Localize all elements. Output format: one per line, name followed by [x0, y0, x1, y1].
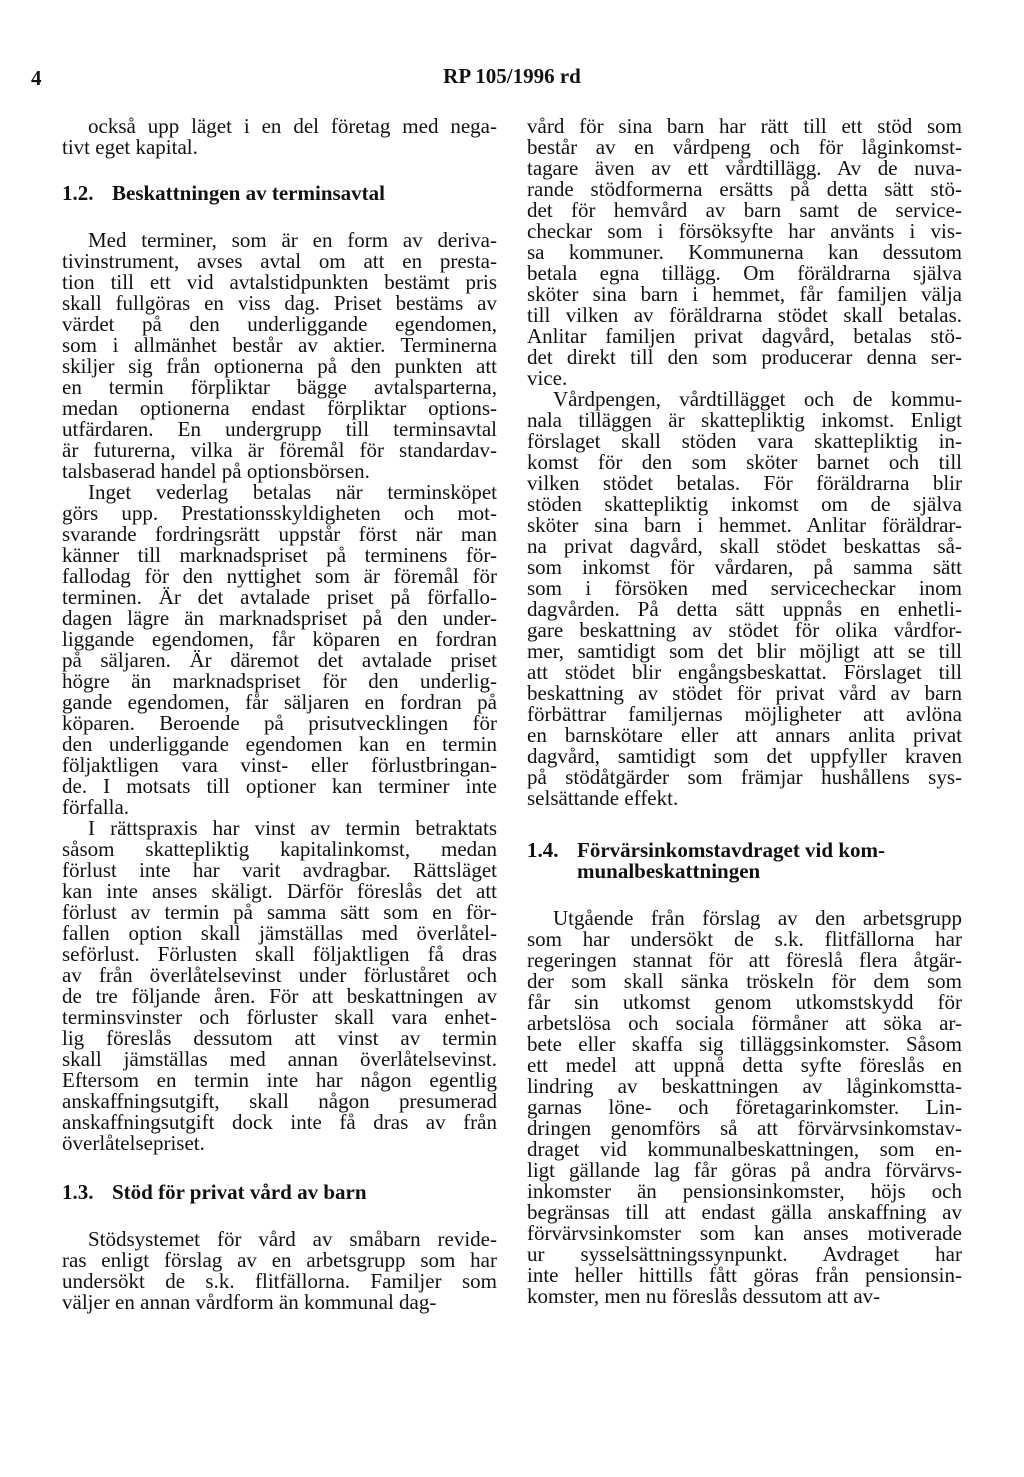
text-line: mer, samtidigt som det blir möjligt att se till	[527, 639, 962, 663]
text-line: Vårdpengen, vårdtillägget och de kommu-	[553, 387, 962, 411]
text-line: av från överlåtelsevinst under förluståret och	[62, 963, 497, 987]
text-line: svarande fordringsrätt uppstår först när man	[62, 522, 497, 546]
text-line: checkar som i försöksyfte har använts i vis-	[527, 219, 962, 243]
text-line: högre än marknadspriset för den underlig-	[62, 669, 497, 693]
text-line: får sin utkomst genom utkomstskydd för	[527, 990, 962, 1014]
text-line: garnas löne- och företagarinkomster. Lin-	[527, 1095, 962, 1119]
text-line: skall jämställas med annan överlåtelsevinst.	[62, 1047, 497, 1071]
section-1-4-heading	[527, 840, 962, 882]
text-line: Inget vederlag betalas när terminsköpet	[88, 480, 497, 504]
text-line: de. I motsats till optioner kan terminer inte	[62, 774, 497, 798]
text-line: stöden skattepliktig inkomst om de själva	[527, 492, 962, 516]
text-line: gare beskattning av stödet för olika vårdfor-	[527, 618, 962, 642]
text-line: tagare även av ett vårdtillägg. Av de nuva-	[527, 156, 962, 180]
text-line: Anlitar familjen privat dagvård, betalas stö-	[527, 324, 962, 348]
text-line: beskattning av stödet för privat vård av barn	[527, 681, 962, 705]
text-line: att stödet blir engångsbeskattat. Förslaget till	[527, 660, 962, 684]
text-line: känner till marknadspriset på terminens för-	[62, 543, 497, 567]
text-line: vilken stödet betalas. För föräldrarna blir	[527, 471, 962, 495]
text-line: följaktligen vara vinst- eller förlustbringan-	[62, 753, 497, 777]
text-line: Med terminer, som är en form av deriva-	[88, 228, 497, 252]
text-line: kan inte anses skäligt. Därför föreslås det att	[62, 879, 497, 903]
text-line: överlåtelsepriset.	[62, 1131, 205, 1155]
text-line: begränsas till att endast gälla anskaffning av	[527, 1200, 962, 1224]
section-1-2-number: 1.2.	[62, 181, 94, 205]
page-number: 4	[31, 66, 42, 90]
text-line: fallodag för den nyttighet som är föremål för	[62, 564, 497, 588]
text-line: selsättande effekt.	[527, 786, 679, 810]
running-head: RP 105/1996 rd	[443, 64, 581, 88]
text-line: Stödsystemet för vård av småbarn revide-	[88, 1227, 497, 1251]
section-1-2-paragraph-3	[62, 818, 497, 1154]
text-line: det direkt till den som producerar denna ser-	[527, 345, 962, 369]
text-line: nala tilläggen är skattepliktig inkomst. Enligt	[527, 408, 962, 432]
text-line: arbetslösa och sociala förmåner att söka ar-	[527, 1011, 962, 1035]
section-1-3-continuation	[527, 116, 962, 389]
text-line: den underliggande egendomen kan en termin	[62, 732, 497, 756]
text-line: medan optionerna endast förpliktar options-	[62, 396, 497, 420]
text-line: väljer en annan vårdform än kommunal dag-	[62, 1290, 437, 1314]
text-line: ett medel att uppnå detta syfte föreslås en	[527, 1053, 962, 1077]
text-line: sa kommuner. Kommunerna kan dessutom	[527, 240, 962, 264]
section-1-4-paragraph-1	[527, 908, 962, 1307]
text-line: betala egna tillägg. Om föräldrarna själva	[527, 261, 962, 285]
text-line: består av en vårdpeng och för låginkomst-	[527, 135, 962, 159]
text-line: lig föreslås dessutom att vinst av termin	[62, 1026, 497, 1050]
text-line: förvärvsinkomster som kan anses motiverade	[527, 1221, 962, 1245]
text-line: gande egendomen, får säljaren en fordran på	[62, 690, 497, 714]
text-line: anskaffningsutgift, skall någon presumerad	[62, 1089, 497, 1113]
text-line: dagvården. På detta sätt uppnås en enhetli-	[527, 597, 962, 621]
text-line: dringen genomförs så att förvärvsinkomstav-	[527, 1116, 962, 1140]
text-line: skall fullgöras en viss dag. Priset bestäms av	[62, 291, 497, 315]
section-1-2-paragraph-2	[62, 482, 497, 818]
text-line: på stödåtgärder som främjar hushållens sys-	[527, 765, 962, 789]
text-line: förlust av termin på samma sätt som en för-	[62, 900, 497, 924]
text-line: en termin förpliktar bägge avtalsparterna,	[62, 375, 497, 399]
text-line: munalbeskattningen	[577, 859, 761, 883]
section-1-4-number: 1.4.	[527, 838, 559, 862]
text-line: seförlust. Förlusten skall följaktligen få dras	[62, 942, 497, 966]
section-1-3-heading	[62, 1182, 497, 1203]
text-line: de tre följande åren. För att beskattningen av	[62, 984, 497, 1008]
text-line: vård för sina barn har rätt till ett stöd som	[527, 114, 962, 138]
text-line: också upp läget i en del företag med nega-	[88, 114, 497, 138]
text-line: det för hemvård av barn samt de service-	[527, 198, 962, 222]
text-line: till vilken av föräldrarna stödet skall betalas.	[527, 303, 962, 327]
right-column	[527, 116, 962, 1307]
text-line: ras enligt förslag av en arbetsgrupp som har	[62, 1248, 497, 1272]
text-line: regeringen stannat för att föreslå flera åtgär-	[527, 948, 962, 972]
text-line: som har undersökt de s.k. flitfällorna har	[527, 927, 962, 951]
text-line: draget vid kommunalbeskattningen, som en-	[527, 1137, 962, 1161]
text-line: lindring av beskattningen av låginkomstta-	[527, 1074, 962, 1098]
section-1-3-paragraph-1	[62, 1229, 497, 1313]
text-line: bete eller skaffa sig tilläggsinkomster. Såsom	[527, 1032, 962, 1056]
text-line: Förvärsinkomstavdraget vid kom-	[577, 838, 885, 862]
text-line: komster, men nu föreslås dessutom att av-	[527, 1284, 881, 1308]
text-line: rande stödformerna ersätts på detta sätt stö-	[527, 177, 962, 201]
section-1-3-number: 1.3.	[62, 1180, 94, 1204]
section-1-2-heading	[62, 183, 497, 204]
left-column	[62, 116, 497, 1313]
intro-paragraph	[62, 116, 497, 158]
text-line: Utgående från förslag av den arbetsgrupp	[553, 906, 962, 930]
text-line: som inkomst för vårdaren, på samma sätt	[527, 555, 962, 579]
text-line: tivinstrument, avses avtal om att en presta-	[62, 249, 497, 273]
text-line: Eftersom en termin inte har någon egentlig	[62, 1068, 497, 1092]
text-line: förslaget skall stöden vara skattepliktig in-	[527, 429, 962, 453]
text-line: inte heller hittills fått göras från pensionsin-	[527, 1263, 962, 1287]
text-line: en barnskötare eller att annars anlita privat	[527, 723, 962, 747]
section-1-4-title	[577, 840, 885, 882]
text-line: vice.	[527, 366, 568, 390]
text-line: tion till ett vid avtalstidpunkten bestämt pris	[62, 270, 497, 294]
section-1-2-paragraph-1	[62, 230, 497, 482]
text-line: köparen. Beroende på prisutvecklingen för	[62, 711, 497, 735]
text-line: liggande egendomen, får köparen en fordran	[62, 627, 497, 651]
section-1-3-title: Stöd för privat vård av barn	[112, 1180, 367, 1204]
text-line: undersökt de s.k. flitfällorna. Familjer som	[62, 1269, 497, 1293]
text-line: tivt eget kapital.	[62, 135, 198, 159]
text-line: komst för den som sköter barnet och till	[527, 450, 962, 474]
text-line: ligt gällande lag får göras på andra förvärvs-	[527, 1158, 962, 1182]
text-line: ur sysselsättningssynpunkt. Avdraget har	[527, 1242, 962, 1266]
text-line: fallen option skall jämställas med överlåtel-	[62, 921, 497, 945]
text-line: terminsvinster och förluster skall vara enhet-	[62, 1005, 497, 1029]
text-line: terminen. Är det avtalade priset på förfallo-	[62, 585, 497, 609]
section-1-3-paragraph-2	[527, 389, 962, 809]
text-line: görs upp. Prestationsskyldigheten och mot-	[62, 501, 497, 525]
text-line: I rättspraxis har vinst av termin betraktats	[88, 816, 497, 840]
text-line: talsbaserad handel på optionsbörsen.	[62, 459, 370, 483]
text-line: såsom skattepliktig kapitalinkomst, medan	[62, 837, 497, 861]
text-line: na privat dagvård, skall stödet beskattas så-	[527, 534, 962, 558]
text-line: är futurerna, vilka är föremål för standardav-	[62, 438, 497, 462]
text-line: på säljaren. Är däremot det avtalade priset	[62, 648, 497, 672]
text-line: sköter sina barn i hemmet, får familjen välja	[527, 282, 962, 306]
text-line: inkomster än pensionsinkomster, höjs och	[527, 1179, 962, 1203]
text-line: utfärdaren. En undergrupp till terminsavtal	[62, 417, 497, 441]
text-line: dagvård, samtidigt som det uppfyller kraven	[527, 744, 962, 768]
text-line: anskaffningsutgift dock inte få dras av från	[62, 1110, 497, 1134]
text-line: dagen lägre än marknadspriset på den under-	[62, 606, 497, 630]
text-line: som i försöken med servicecheckar inom	[527, 576, 962, 600]
text-line: som i allmänhet består av aktier. Terminerna	[62, 333, 497, 357]
text-line: sköter sina barn i hemmet. Anlitar föräldrar-	[527, 513, 962, 537]
text-line: förlust inte har varit avdragbar. Rättsläget	[62, 858, 497, 882]
text-line: skiljer sig från optionerna på den punkten att	[62, 354, 497, 378]
text-line: förbättrar familjernas möjligheter att avlöna	[527, 702, 962, 726]
section-1-2-title: Beskattningen av terminsavtal	[112, 181, 385, 205]
text-line: förfalla.	[62, 795, 130, 819]
text-line: der som skall sänka tröskeln för dem som	[527, 969, 962, 993]
text-line: värdet på den underliggande egendomen,	[62, 312, 497, 336]
